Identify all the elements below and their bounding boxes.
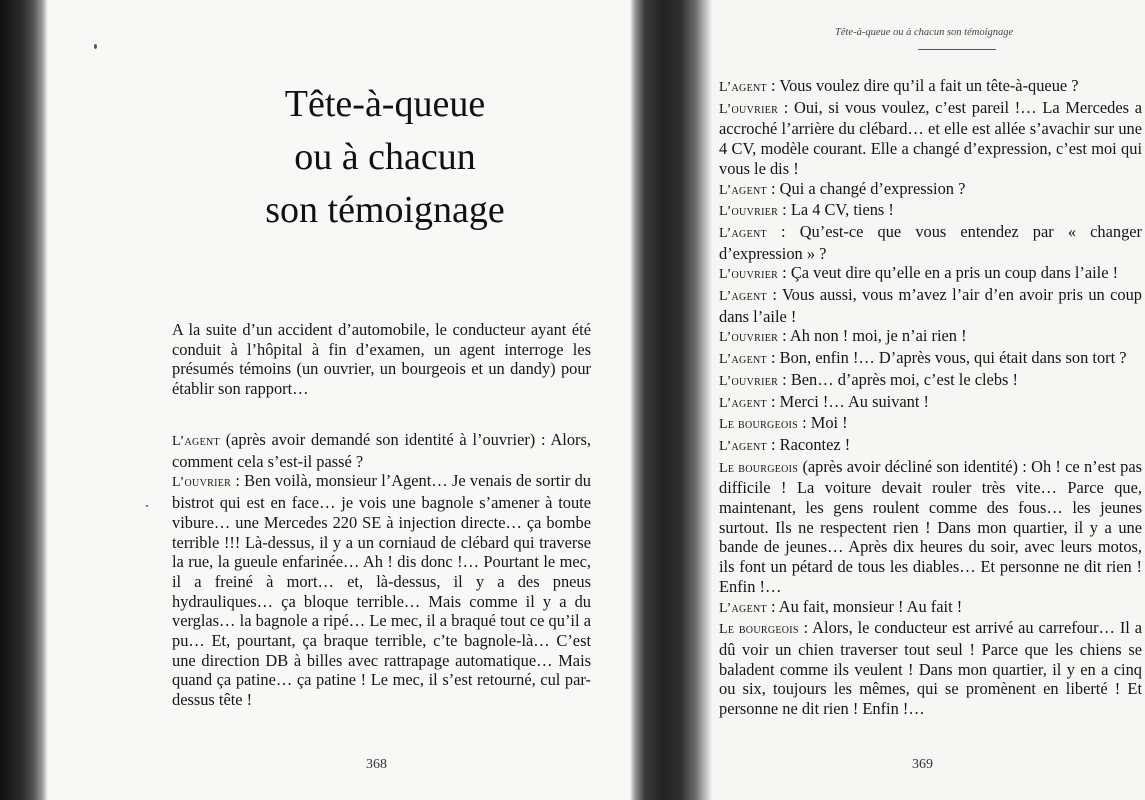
dialogue-text: : La 4 CV, tiens ! <box>778 200 894 220</box>
dialogue-line <box>719 222 1142 263</box>
scan-speck <box>94 44 97 49</box>
intro-paragraph: A la suite d’un accident d’automobile, le conducteur ayant été conduit à l’hôpital à fin d’examen, un agent interroge les présumés témoins (un ouvrier, un bourgeois et un dandy) pour établir son rapport… <box>172 320 591 399</box>
speaker-label: L’ouvrier <box>719 373 779 389</box>
speaker-label: L’agent <box>719 438 767 454</box>
dialogue-line <box>719 98 1142 179</box>
dialogue-line <box>719 76 1142 98</box>
dialogue-text: : Merci !… Au suivant ! <box>766 391 929 411</box>
binding-shadow <box>0 0 48 800</box>
dialogue-line <box>719 413 1142 435</box>
dialogue-text: : Ben voilà, monsieur l’Agent… Je venais de sortir du bistrot qui est en face… je vois une bagnole s’amener à toute vibure… une Mercedes 220 SE à injection directe… ça bombe terrible !!! Là-dessus, il y a un corniaud de clébard qui traverse la rue, la gueule enfarinée… Ah ! dis donc !… Pourtant le mec, il a freiné à mort… et, là-dessus, il y a des pneus hydrauliques… ça bloque terrible… Mais comme il y a du verglas… la bagnole a ripé… Le mec, il a braqué tout ce qu’il a pu… Et, pourtant, ça braque terrible, c’te bagnole-là… C’est une direction DB à billes avec rattrapage automatique… Mais quand ça patine… ça patine ! Le mec, il s’est retourné, cul par-dessus tête ! <box>172 471 591 710</box>
dialogue-line <box>719 348 1142 370</box>
dialogue-line <box>719 435 1142 457</box>
dialogue-line <box>719 597 1142 619</box>
dialogue-left <box>172 430 591 710</box>
title-line: ou à chacun <box>294 136 476 178</box>
speaker-label: L’ouvrier <box>719 101 779 117</box>
speaker-label: L’agent <box>719 182 767 198</box>
speaker-label: L’agent <box>719 352 767 368</box>
speaker-label: L’ouvrier <box>719 330 779 346</box>
speaker-label: L’ouvrier <box>719 267 779 283</box>
speaker-label: Le bourgeois <box>719 417 798 433</box>
dialogue-line <box>719 200 1142 222</box>
dialogue-text: : Moi ! <box>798 413 848 433</box>
speaker-label: L’agent <box>719 395 767 411</box>
dialogue-text: (après avoir demandé son identité à l’ouvrier) : Alors, comment cela s’est-il passé ? <box>172 430 591 471</box>
dialogue-text: : Ben… d’après moi, c’est le clebs ! <box>778 369 1018 389</box>
speaker-label: Le bourgeois <box>719 460 799 476</box>
title-line: son témoignage <box>265 189 505 231</box>
dialogue-right <box>719 76 1142 719</box>
speaker-label: L’agent <box>719 600 767 616</box>
dialogue-line <box>172 430 591 471</box>
running-head: Tête-à-queue ou à chacun son témoignage <box>835 27 1014 38</box>
dialogue-text: : Qui a changé d’expression ? <box>766 178 966 198</box>
dialogue-text: : Oui, si vous voulez, c’est pareil !… La Mercedes a accroché l’arrière du clébard… et elle est allée s’avachir sur une 4 CV, modèle courant. Elle a changé d’expression, c’est moi qui vous le dis ! <box>719 97 1142 178</box>
dialogue-line <box>719 285 1142 326</box>
dialogue-text: : Racontez ! <box>766 434 851 454</box>
dialogue-text: : Au fait, monsieur ! Au fait ! <box>766 596 963 616</box>
scan-speck <box>146 505 148 507</box>
dialogue-text: : Vous voulez dire qu’il a fait un tête-à-queue ? <box>766 76 1079 95</box>
page-number: 368 <box>366 757 387 772</box>
right-page <box>630 0 1145 800</box>
speaker-label: L’ouvrier <box>172 475 232 491</box>
speaker-label: L’agent <box>719 225 767 241</box>
dialogue-line <box>719 457 1142 597</box>
dialogue-text: : Ah non ! moi, je n’ai rien ! <box>778 326 967 346</box>
dialogue-text: (après avoir décliné son identité) : Oh ! ce n’est pas difficile ! La voiture devait rouler très vite… Parce que, maintenant, les gens roulent comme des fous… les jeunes surtout. Ils ne respectent rien ! Dans mon quartier, il y a une bande de jeunes… Après dix heures du soir, avec leurs motos, ils font un pétard de tous les diables… Et personne ne dit rien ! Enfin !… <box>719 456 1142 596</box>
dialogue-text: : Vous aussi, vous m’avez l’air d’en avoir pris un coup dans l’aile ! <box>719 285 1142 326</box>
binding-shadow <box>630 0 712 800</box>
dialogue-line <box>719 179 1142 201</box>
page-number: 369 <box>912 757 933 772</box>
dialogue-line <box>719 326 1142 348</box>
dialogue-text: : Bon, enfin !… D’après vous, qui était dans son tort ? <box>766 348 1127 368</box>
dialogue-text: : Ça veut dire qu’elle en a pris un coup dans l’aile ! <box>778 263 1119 283</box>
dialogue-line <box>719 392 1142 414</box>
speaker-label: L’agent <box>719 80 767 95</box>
speaker-label: L’agent <box>172 434 220 449</box>
title-line: Tête-à-queue <box>284 83 486 125</box>
dialogue-line <box>172 471 591 709</box>
chapter-title <box>200 78 570 237</box>
dialogue-text: : Qu’est-ce que vous entendez par « changer d’expression » ? <box>719 221 1142 263</box>
speaker-label: Le bourgeois <box>719 622 799 638</box>
running-head-rule <box>918 49 996 50</box>
dialogue-text: : Alors, le conducteur est arrivé au carrefour… Il a dû voir un chien traverser tout seul ! Parce que les chiens se baladent comme ils veulent ! Dans mon quartier, il y en a cinq ou six, toujours les mêmes, qui se promènent en liberté ! Et personne ne dit rien ! Enfin !… <box>719 618 1142 719</box>
dialogue-line <box>719 370 1142 392</box>
dialogue-line <box>719 618 1142 719</box>
speaker-label: L’agent <box>719 289 767 305</box>
dialogue-line <box>719 263 1142 285</box>
speaker-label: L’ouvrier <box>719 204 779 220</box>
